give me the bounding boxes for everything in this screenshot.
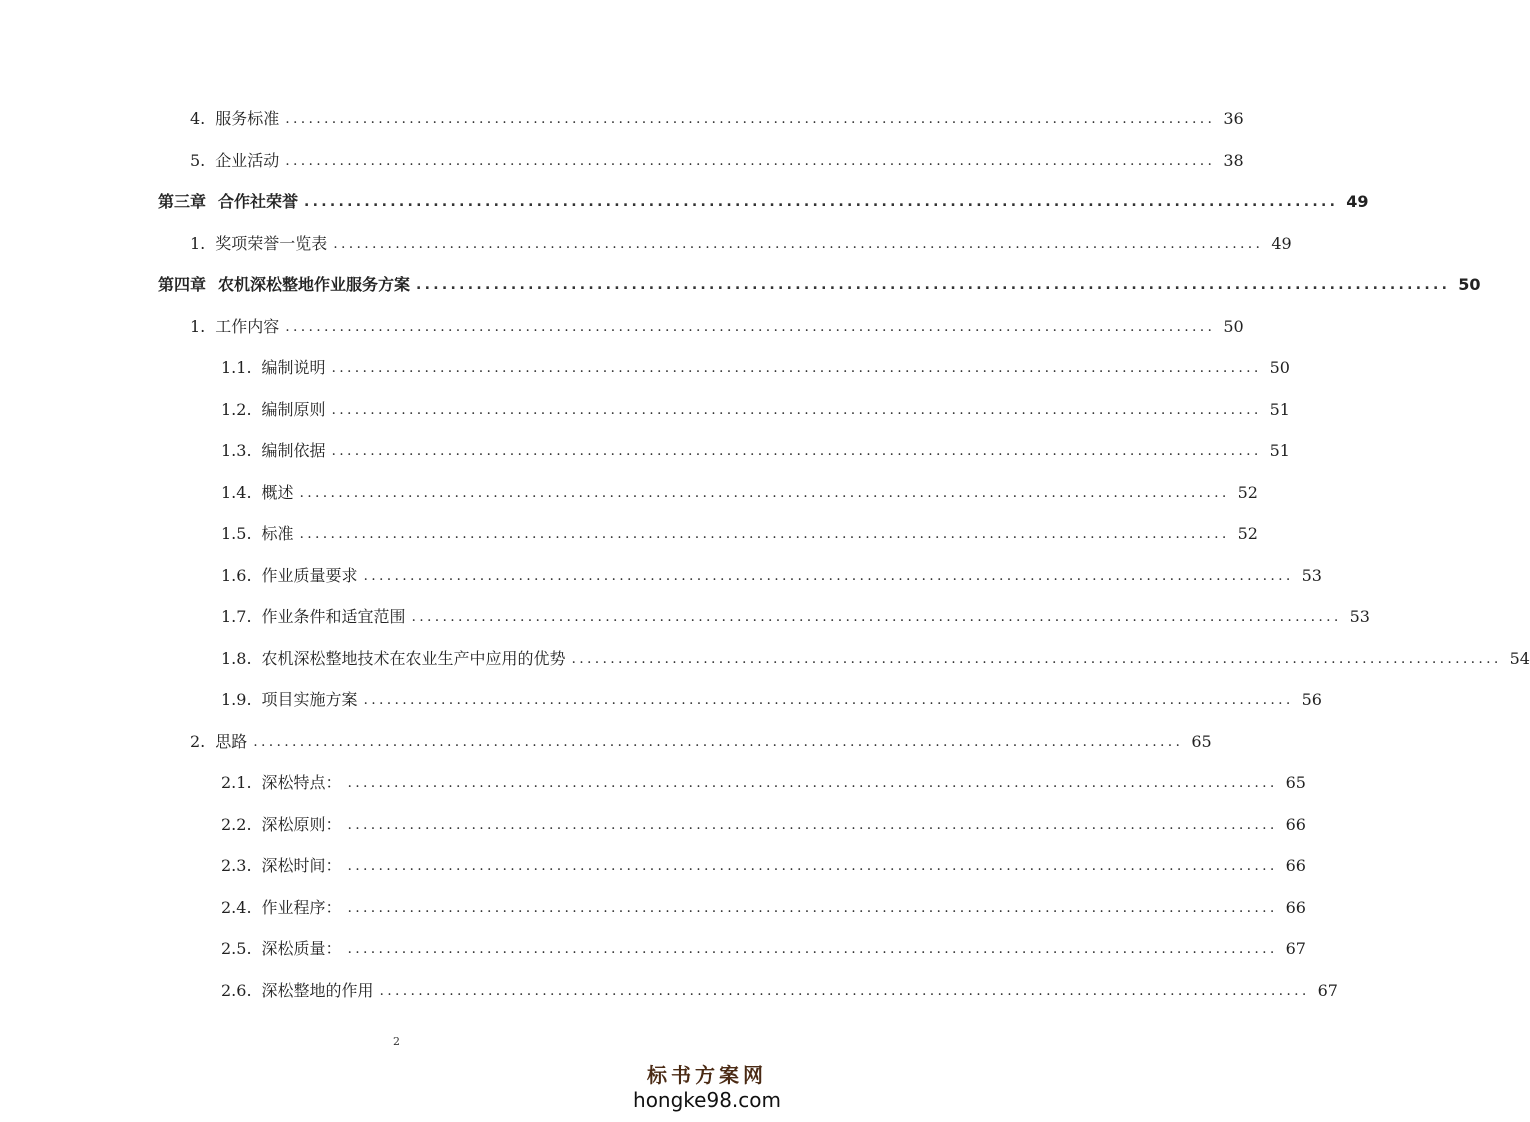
toc-entry-page: 54	[1509, 648, 1530, 668]
toc-leader-dots: ........................................................................................................................	[363, 567, 1294, 584]
toc-entry[interactable]	[0, 768, 1306, 794]
toc-entry[interactable]	[0, 851, 1306, 877]
toc-entry[interactable]	[0, 727, 1212, 753]
toc-entry-number: 1.	[190, 316, 206, 336]
toc-entry-page: 56	[1301, 690, 1322, 709]
toc-entry-number: 第四章	[158, 275, 207, 294]
toc-leader-dots: ........................................................................................................................	[333, 235, 1264, 252]
toc-leader-dots: ........................................................................................................................	[285, 318, 1216, 335]
toc-entry-title: 深松整地的作用	[261, 980, 374, 1000]
toc-entry-number: 1.6.	[221, 565, 252, 585]
toc-entry-number: 1.5.	[221, 524, 252, 543]
toc-entry-number: 1.3.	[221, 441, 252, 460]
toc-entry-page: 65	[1285, 773, 1306, 792]
toc-entry-page: 49	[1346, 192, 1369, 211]
toc-entry-title: 项目实施方案	[261, 690, 358, 709]
toc-entry-title: 深松质量：	[261, 939, 342, 958]
toc-entry[interactable]	[0, 810, 1306, 836]
toc-entry-title: 思路	[215, 731, 248, 751]
toc-entry-title: 深松特点：	[261, 773, 342, 792]
toc-entry-number: 2.1.	[221, 773, 252, 792]
toc-entry-title: 深松原则：	[261, 814, 342, 834]
toc-leader-dots: ........................................................................................................................	[379, 982, 1310, 999]
toc-entry-title: 农机深松整地技术在农业生产中应用的优势	[261, 648, 566, 668]
toc-leader-dots: ........................................................................................................................	[304, 194, 1339, 210]
toc-leader-dots: ........................................................................................................................	[299, 526, 1230, 542]
toc-entry-number: 5.	[190, 150, 206, 170]
toc-entry-page: 51	[1269, 399, 1290, 419]
toc-entry-number: 第三章	[158, 192, 207, 211]
watermark-cn: 标书方案网	[647, 1063, 767, 1087]
toc-leader-dots: ........................................................................................................................	[411, 609, 1342, 625]
toc-entry-page: 36	[1223, 109, 1244, 128]
toc-entry-page: 50	[1269, 358, 1290, 377]
toc-leader-dots: ........................................................................................................................	[253, 733, 1184, 750]
toc-entry-title: 农机深松整地作业服务方案	[218, 275, 411, 294]
toc-entry-title: 作业程序：	[261, 897, 342, 917]
toc-entry-title: 作业条件和适宜范围	[261, 607, 406, 626]
toc-entry-number: 1.1.	[221, 358, 252, 377]
toc-leader-dots: ........................................................................................................................	[285, 152, 1216, 169]
toc-entry-title: 编制原则	[261, 399, 326, 419]
page-number: 2	[393, 1035, 400, 1048]
toc-entry-number: 2.2.	[221, 814, 252, 834]
toc-entry-title: 企业活动	[215, 150, 280, 170]
toc-entry-number: 2.4.	[221, 897, 252, 917]
toc-entry-page: 50	[1223, 316, 1244, 336]
toc-entry-title: 标准	[261, 524, 294, 543]
toc-entry[interactable]	[0, 893, 1306, 919]
toc-entry[interactable]	[0, 104, 1244, 130]
toc-entry[interactable]	[0, 395, 1290, 421]
toc-entry-number: 2.3.	[221, 856, 252, 875]
toc-leader-dots: ........................................................................................................................	[331, 360, 1262, 376]
toc-leader-dots: ........................................................................................................................	[347, 816, 1278, 833]
toc-entry-title: 奖项荣誉一览表	[215, 233, 328, 253]
toc-leader-dots: ........................................................................................................................	[571, 650, 1502, 667]
watermark-en: hongke98.com	[633, 1088, 781, 1112]
toc-leader-dots: ........................................................................................................................	[363, 692, 1294, 708]
toc-entry-number: 1.9.	[221, 690, 252, 709]
toc-leader-dots: ........................................................................................................................	[347, 858, 1278, 874]
toc-entry-page: 66	[1285, 856, 1306, 875]
toc-entry[interactable]	[0, 478, 1258, 504]
watermark-logo	[633, 1059, 781, 1112]
toc-entry[interactable]	[0, 353, 1290, 379]
toc-entry-number: 1.2.	[221, 399, 252, 419]
toc-entry-title: 作业质量要求	[261, 565, 358, 585]
toc-entry[interactable]	[0, 270, 1481, 296]
toc-entry-page: 67	[1285, 939, 1306, 958]
toc-entry[interactable]	[0, 644, 1530, 670]
toc-entry[interactable]	[0, 312, 1244, 338]
toc-entry-page: 66	[1285, 897, 1306, 917]
toc-entry-number: 2.5.	[221, 939, 252, 958]
toc-entry-page: 66	[1285, 814, 1306, 834]
toc-entry-number: 1.4.	[221, 482, 252, 502]
toc-entry-page: 51	[1269, 441, 1290, 460]
toc-entry-number: 4.	[190, 109, 206, 128]
toc-entry-page: 38	[1223, 150, 1244, 170]
toc-entry-number: 1.	[190, 233, 206, 253]
toc-entry-page: 65	[1191, 731, 1212, 751]
toc-entry[interactable]	[0, 934, 1306, 960]
toc-entry-title: 编制说明	[261, 358, 326, 377]
toc-entry[interactable]	[0, 229, 1292, 255]
toc-entry-page: 67	[1317, 980, 1338, 1000]
toc-leader-dots: ........................................................................................................................	[299, 484, 1230, 501]
toc-entry-page: 50	[1458, 275, 1481, 294]
toc-leader-dots: ........................................................................................................................	[347, 899, 1278, 916]
toc-leader-dots: ........................................................................................................................	[285, 111, 1216, 127]
toc-leader-dots: ........................................................................................................................	[331, 401, 1262, 418]
toc-entry[interactable]	[0, 519, 1258, 545]
toc-entry[interactable]	[0, 602, 1370, 628]
toc-leader-dots: ........................................................................................................................	[331, 443, 1262, 459]
toc-leader-dots: ........................................................................................................................	[347, 775, 1278, 791]
toc-entry-title: 服务标准	[215, 109, 280, 128]
toc-entry-page: 52	[1237, 524, 1258, 543]
toc-entry-title: 概述	[261, 482, 294, 502]
toc-entry-title: 深松时间：	[261, 856, 342, 875]
toc-entry-page: 53	[1301, 565, 1322, 585]
toc-entry-number: 1.8.	[221, 648, 252, 668]
toc-leader-dots: ........................................................................................................................	[347, 941, 1278, 957]
toc-entry[interactable]	[0, 685, 1322, 711]
toc-entry[interactable]	[0, 187, 1369, 213]
toc-entry[interactable]	[0, 436, 1290, 462]
toc-entry[interactable]	[0, 561, 1322, 587]
toc-entry[interactable]	[0, 146, 1244, 172]
toc-entry-title: 编制依据	[261, 441, 326, 460]
toc-entry-title: 工作内容	[215, 316, 280, 336]
toc-entry-number: 2.6.	[221, 980, 252, 1000]
toc-entry-page: 52	[1237, 482, 1258, 502]
toc-entry-number: 1.7.	[221, 607, 252, 626]
toc-leader-dots: ........................................................................................................................	[416, 277, 1451, 293]
toc-entry-page: 49	[1271, 233, 1292, 253]
toc-entry-page: 53	[1349, 607, 1370, 626]
toc-entry-title: 合作社荣誉	[218, 192, 299, 211]
toc-entry-number: 2.	[190, 731, 206, 751]
toc-entry[interactable]	[0, 976, 1338, 1002]
